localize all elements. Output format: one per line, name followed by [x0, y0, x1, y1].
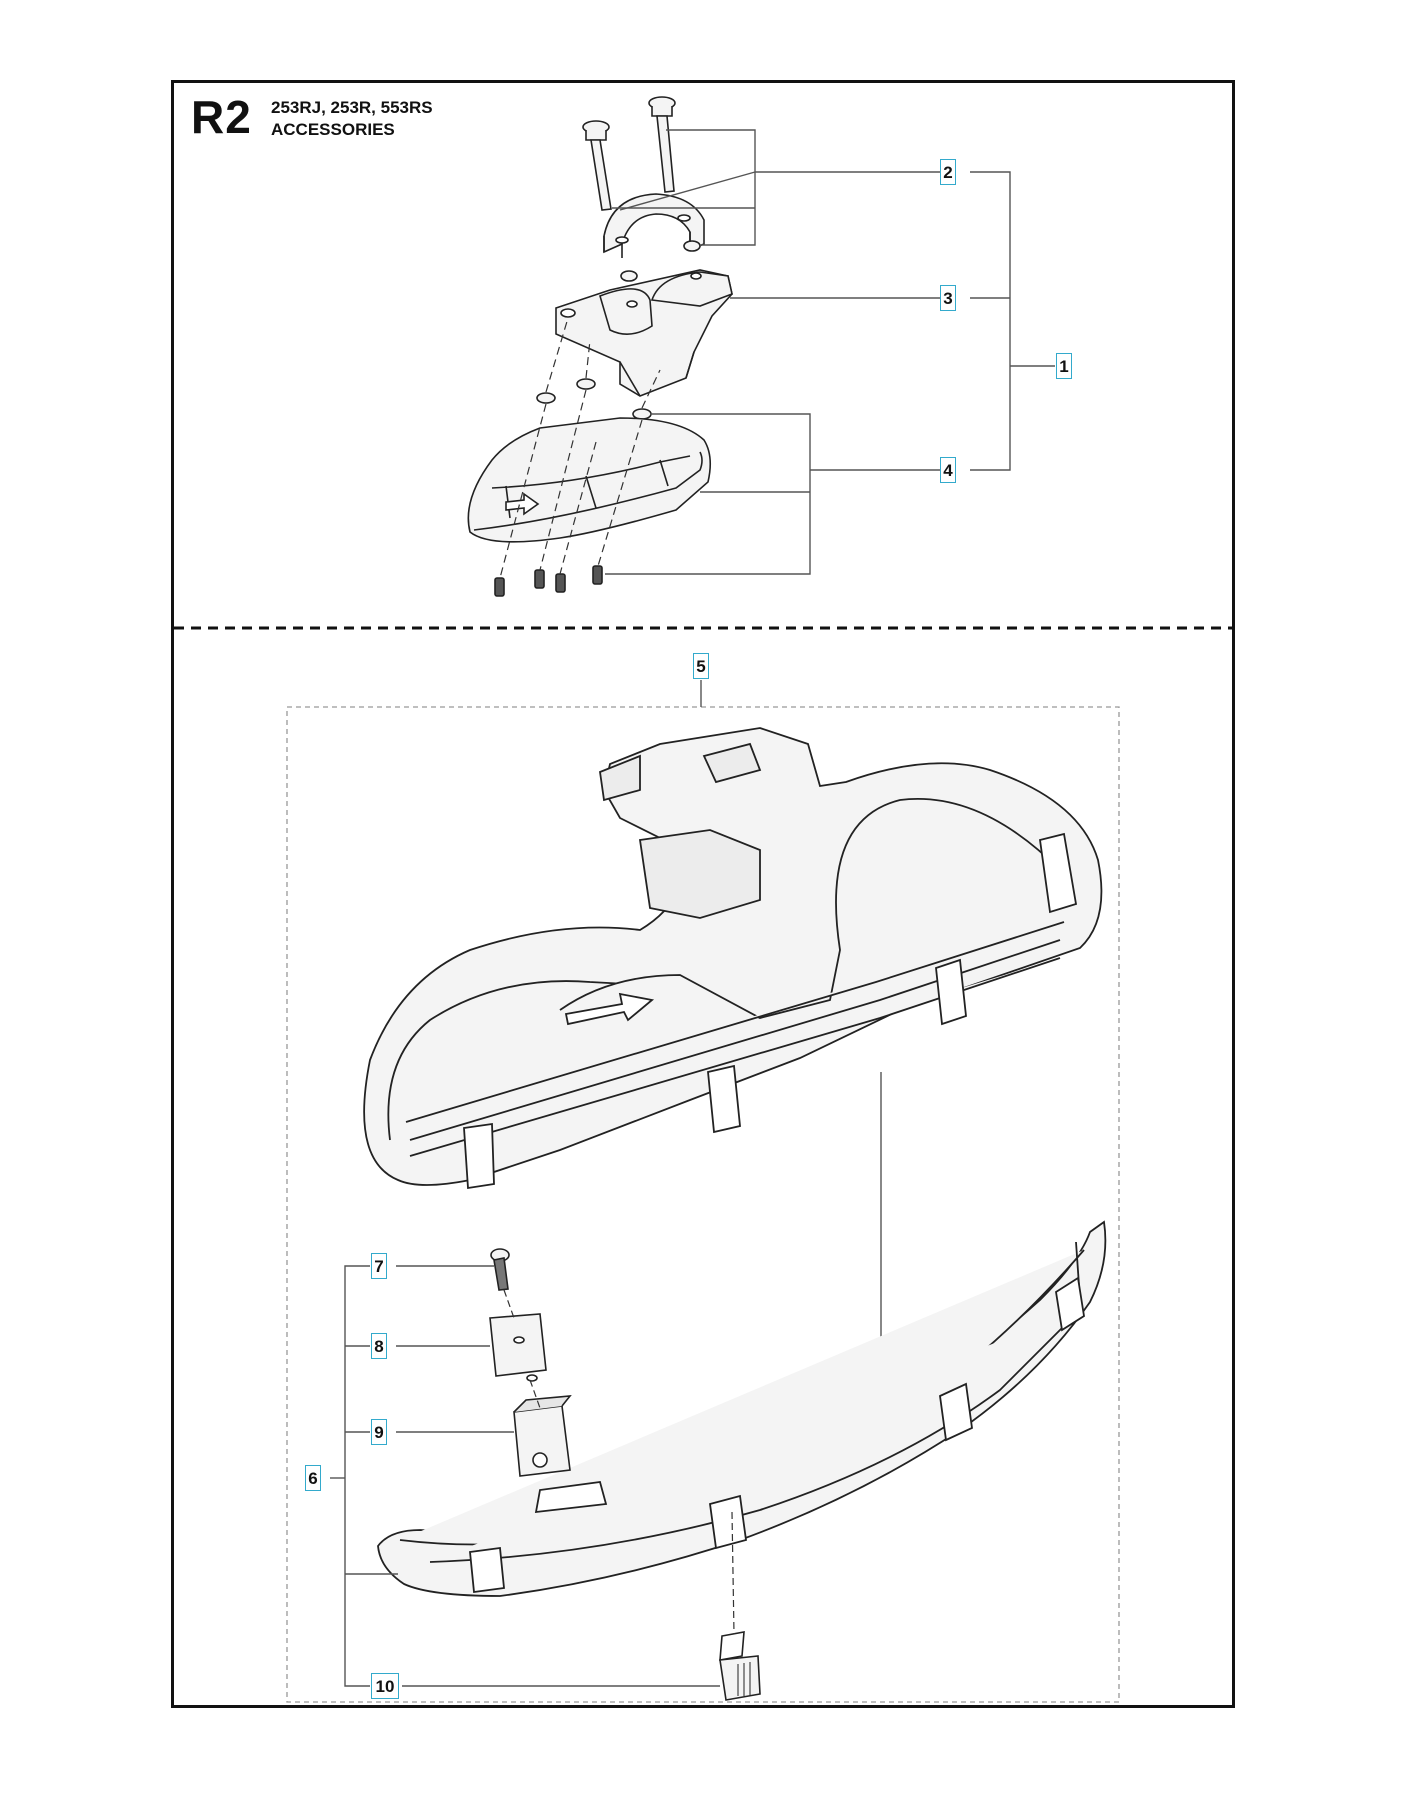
- nut-right: [684, 241, 700, 251]
- washer-1: [537, 393, 555, 403]
- washer-2: [577, 379, 595, 389]
- callout-4: 4: [940, 457, 956, 483]
- clamp-bolt-left: [583, 121, 611, 210]
- callout-8: 8: [371, 1333, 387, 1359]
- nut-left: [621, 271, 637, 281]
- washer-4: [633, 409, 651, 419]
- callout-9: 9: [371, 1419, 387, 1445]
- large-trimmer-guard: [364, 728, 1101, 1188]
- callout-3: 3: [940, 285, 956, 311]
- guard-screws: [495, 566, 602, 596]
- callout-10: 10: [371, 1673, 399, 1699]
- callout-2: 2: [940, 159, 956, 185]
- plate-part-8: [490, 1314, 546, 1381]
- section-title: ACCESSORIES: [271, 120, 395, 139]
- screw-part-7: [491, 1249, 509, 1290]
- clamp-bolt-right: [649, 97, 675, 192]
- model-list: 253RJ, 253R, 553RS: [271, 98, 433, 117]
- small-trimmer-guard: [468, 418, 710, 542]
- callout-6: 6: [305, 1465, 321, 1491]
- clamp-bracket: [556, 270, 732, 396]
- callout-1: 1: [1056, 353, 1072, 379]
- callout-5: 5: [693, 653, 709, 679]
- line-cutter-part-10: [720, 1632, 760, 1700]
- block-part-9: [514, 1396, 570, 1476]
- guard-extension-skirt: [378, 1222, 1105, 1596]
- section-code: R2: [191, 91, 252, 143]
- top-assembly: [468, 97, 732, 596]
- callout-7: 7: [371, 1253, 387, 1279]
